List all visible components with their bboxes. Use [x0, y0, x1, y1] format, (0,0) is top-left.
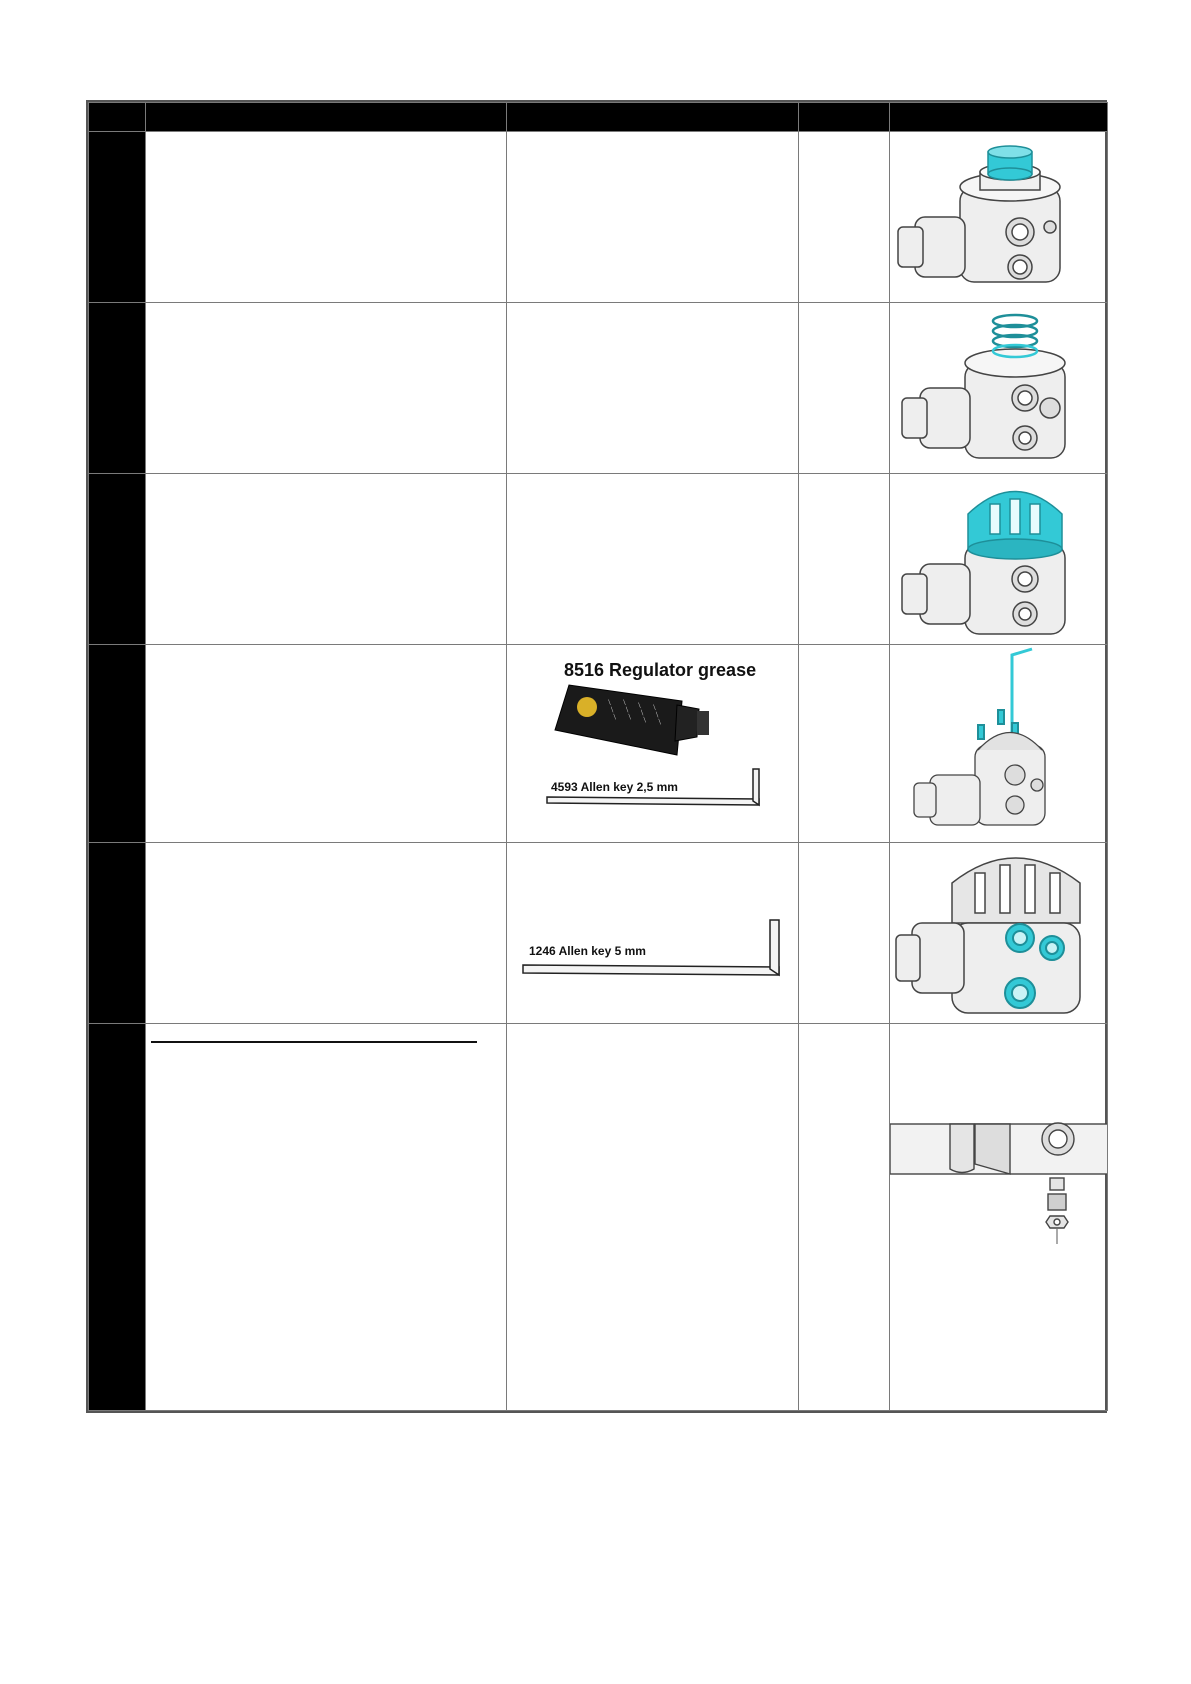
allen-small-label: 4593 Allen key 2,5 mm: [551, 780, 678, 794]
step-cell: [89, 843, 146, 1024]
svg-text:— — —: — — —: [650, 703, 664, 726]
table-row: [89, 474, 1108, 645]
tools-cell: [507, 303, 799, 474]
tools-cell: [507, 132, 799, 303]
regulator-diagram-icon: [890, 132, 1108, 302]
figure-cell: [890, 303, 1108, 474]
description-cell: [146, 474, 507, 645]
underline-rule: [151, 1041, 477, 1043]
tools-illustration: [507, 645, 799, 841]
tools-cell: [507, 474, 799, 645]
grease-label: 8516 Regulator grease: [564, 660, 757, 680]
value-cell: [799, 303, 890, 474]
value-cell: [799, 132, 890, 303]
figure-cell: [890, 474, 1108, 645]
step-cell: [89, 645, 146, 843]
tools-illustration: [507, 843, 799, 1023]
regulator-grease-tube-icon: [555, 685, 709, 755]
step-cell: [89, 474, 146, 645]
table-row: [89, 303, 1108, 474]
value-cell: [799, 1024, 890, 1411]
header-tools: [507, 103, 799, 132]
description-cell: [146, 1024, 507, 1411]
allen-large-label: 1246 Allen key 5 mm: [529, 944, 646, 958]
svg-text:— — —: — — —: [635, 701, 649, 724]
header-value: [799, 103, 890, 132]
tools-cell: [507, 645, 799, 843]
tools-cell: [507, 843, 799, 1024]
header-figure: [890, 103, 1108, 132]
regulator-diagram-icon: [890, 303, 1108, 473]
header-step: [89, 103, 146, 132]
step-cell: [89, 303, 146, 474]
regulator-diagram-icon: [890, 474, 1108, 644]
step-cell: [89, 132, 146, 303]
figure-cell: [890, 645, 1108, 843]
tools-cell: [507, 1024, 799, 1411]
svg-text:— — —: — — —: [620, 698, 634, 721]
regulator-diagram-icon: [890, 1024, 1108, 1410]
header-description: [146, 103, 507, 132]
procedure-table-frame: [86, 100, 1107, 1413]
figure-cell: [890, 1024, 1108, 1411]
value-cell: [799, 843, 890, 1024]
step-cell: [89, 1024, 146, 1411]
description-cell: [146, 132, 507, 303]
procedure-table: [88, 102, 1108, 1411]
figure-cell: [890, 843, 1108, 1024]
description-cell: [146, 303, 507, 474]
regulator-diagram-icon: [890, 645, 1108, 841]
table-row: [89, 132, 1108, 303]
description-cell: [146, 645, 507, 843]
table-row: [89, 645, 1108, 843]
figure-cell: [890, 132, 1108, 303]
table-header-row: [89, 103, 1108, 132]
description-cell: [146, 843, 507, 1024]
regulator-diagram-icon: [890, 843, 1108, 1023]
table-row: [89, 1024, 1108, 1411]
svg-text:— — —: — — —: [605, 698, 619, 721]
value-cell: [799, 645, 890, 843]
value-cell: [799, 474, 890, 645]
table-row: [89, 843, 1108, 1024]
